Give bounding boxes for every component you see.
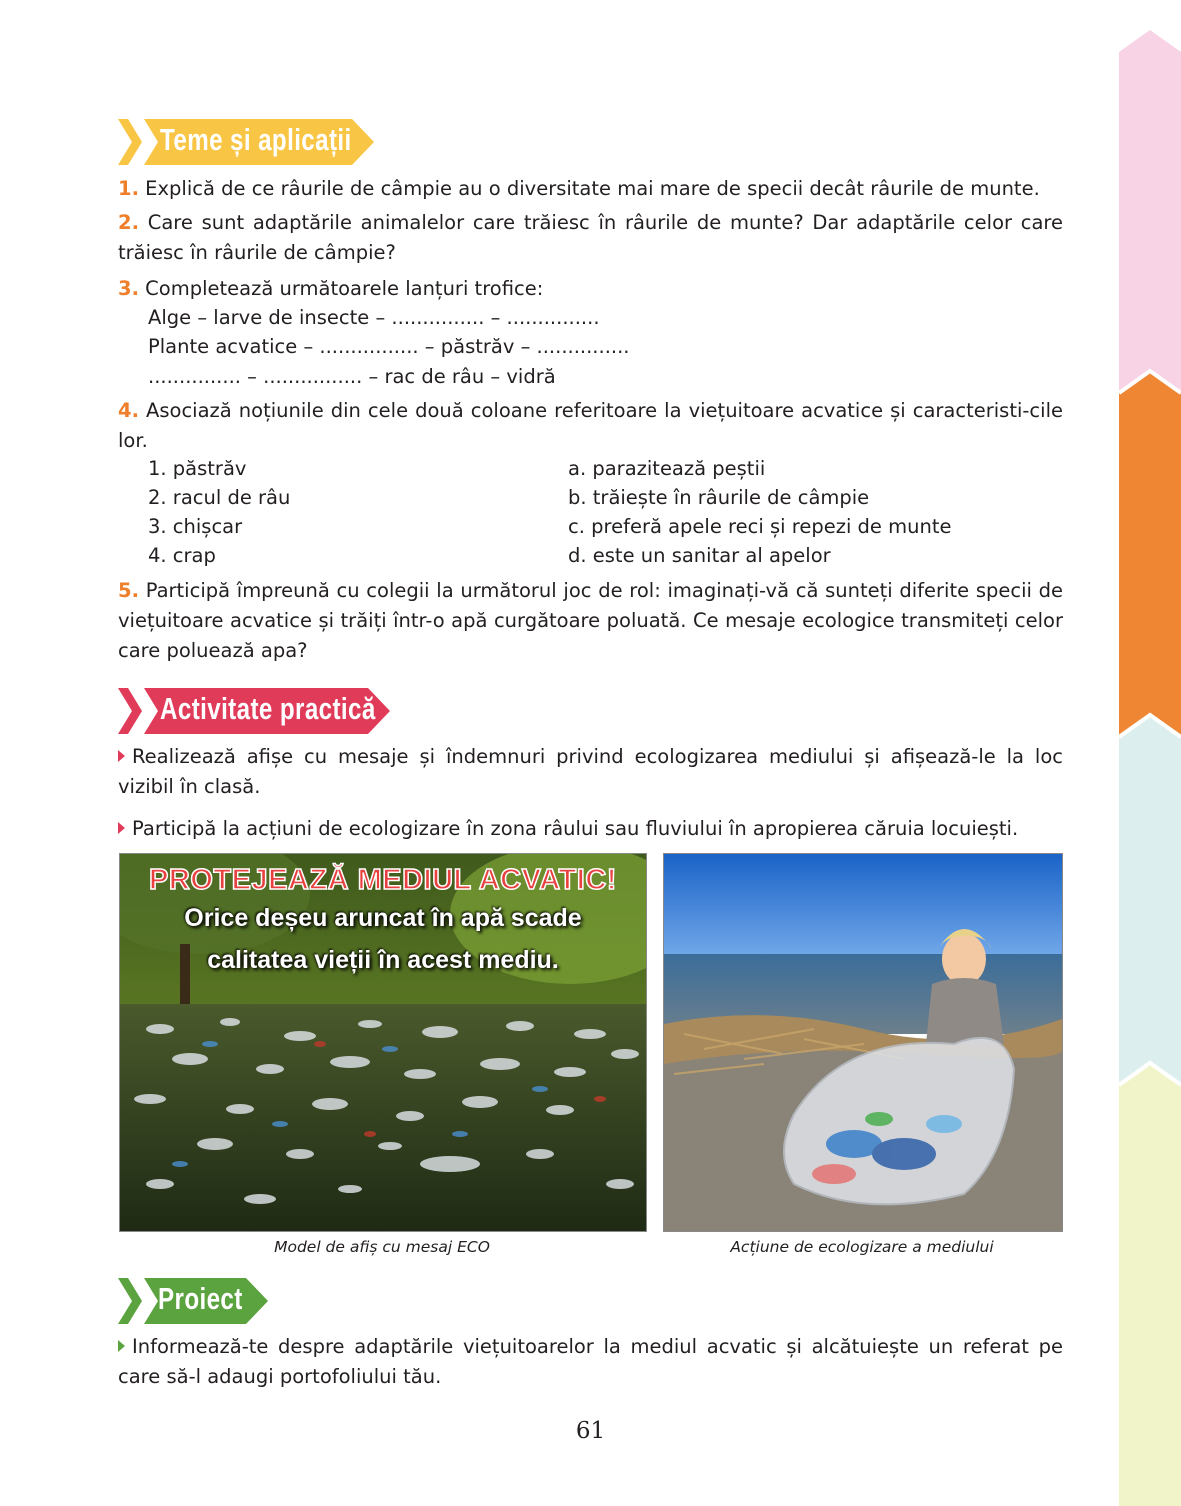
project-bullet-1-text: Informează-te despre adaptările viețuitoarelor la mediul acvatic și alcătuiește un referat pe care să-l adaugi portofoliului tău. <box>118 1335 1063 1388</box>
question-3-number: 3. <box>118 277 139 300</box>
match-left-4: 4. crap <box>148 544 216 567</box>
question-2-number: 2. <box>118 211 139 234</box>
child-cleaning-shore-photo <box>664 854 1062 1231</box>
section-header-teme <box>118 119 378 165</box>
match-right-d: d. este un sanitar al apelor <box>568 544 831 567</box>
match-right-a: a. parazitează peștii <box>568 457 766 480</box>
question-4 <box>118 396 1063 456</box>
question-2 <box>118 208 1063 268</box>
section-title-teme: Teme și aplicații <box>160 122 352 157</box>
food-chain-3: ............... – ................ – rac de râu – vidră <box>148 365 556 388</box>
activity-bullet-1 <box>118 742 1063 802</box>
chapter-tabs <box>1119 0 1181 1506</box>
question-3 <box>118 274 1063 304</box>
page-number: 61 <box>575 1418 606 1444</box>
activity-bullet-2 <box>118 814 1070 844</box>
question-2-text: Care sunt adaptările animalelor care trăiesc în râurile de munte? Dar adaptările celor care trăiesc în râurile de câmpie? <box>118 211 1063 264</box>
poster-line-2: calitatea vieții în acest mediu. <box>207 946 559 974</box>
tab-blue <box>1119 714 1181 1084</box>
section-header-activitate <box>118 688 394 734</box>
caption-right: Acțiune de ecologizare a mediului <box>730 1238 994 1256</box>
question-1 <box>118 174 1063 204</box>
question-4-text: Asociază noțiunile din cele două coloane referitoare la viețuitoare acvatice și caracteristi-cile lor. <box>118 399 1063 452</box>
eco-poster-image <box>119 853 647 1232</box>
food-chain-2: Plante acvatice – ................ – păstrăv – ............... <box>148 335 630 358</box>
poster-headline: PROTEJEAZĂ MEDIUL ACVATIC! <box>149 864 617 896</box>
ecology-action-image <box>663 853 1063 1232</box>
match-right-c: c. preferă apele reci și repezi de munte <box>568 515 952 538</box>
tab-pink <box>1119 30 1181 392</box>
tab-orange <box>1119 370 1181 736</box>
question-1-text: Explică de ce râurile de câmpie au o diversitate mai mare de specii decât râurile de munte. <box>138 177 1040 200</box>
match-left-2: 2. racul de râu <box>148 486 291 509</box>
section-title-activitate: Activitate practică <box>160 691 376 726</box>
bullet-icon <box>118 750 125 762</box>
match-left-3: 3. chișcar <box>148 515 243 538</box>
question-3-text: Completează următoarele lanțuri trofice: <box>138 277 544 300</box>
poster-line-1: Orice deșeu aruncat în apă scade <box>184 904 582 932</box>
project-bullet-1 <box>118 1332 1063 1392</box>
question-5-number: 5. <box>118 579 139 602</box>
question-5-text: Participă împreună cu colegii la următorul joc de rol: imaginați-vă că sunteți diferite specii de viețuitoare acvatice și trăiți într-o apă curgătoare poluată. Ce mesaje ecologice transmiteți celor care poluează apa? <box>118 579 1063 662</box>
section-header-proiect <box>118 1278 270 1324</box>
question-1-number: 1. <box>118 177 139 200</box>
bullet-icon <box>118 1340 125 1352</box>
section-title-proiect: Proiect <box>158 1281 243 1316</box>
activity-bullet-2-text: Participă la acțiuni de ecologizare în zona râului sau fluviului în apropierea căruia locuiești. <box>132 817 1019 840</box>
question-5 <box>118 576 1063 666</box>
bullet-icon <box>118 822 125 834</box>
caption-left: Model de afiș cu mesaj ECO <box>274 1238 490 1256</box>
question-4-number: 4. <box>118 399 139 422</box>
match-left-1: 1. păstrăv <box>148 457 247 480</box>
food-chain-1: Alge – larve de insecte – ............... – ............... <box>148 306 600 329</box>
match-right-b: b. trăiește în râurile de câmpie <box>568 486 870 509</box>
activity-bullet-1-text: Realizează afișe cu mesaje și îndemnuri privind ecologizarea mediului și afișează-le la loc vizibil în clasă. <box>118 745 1063 798</box>
